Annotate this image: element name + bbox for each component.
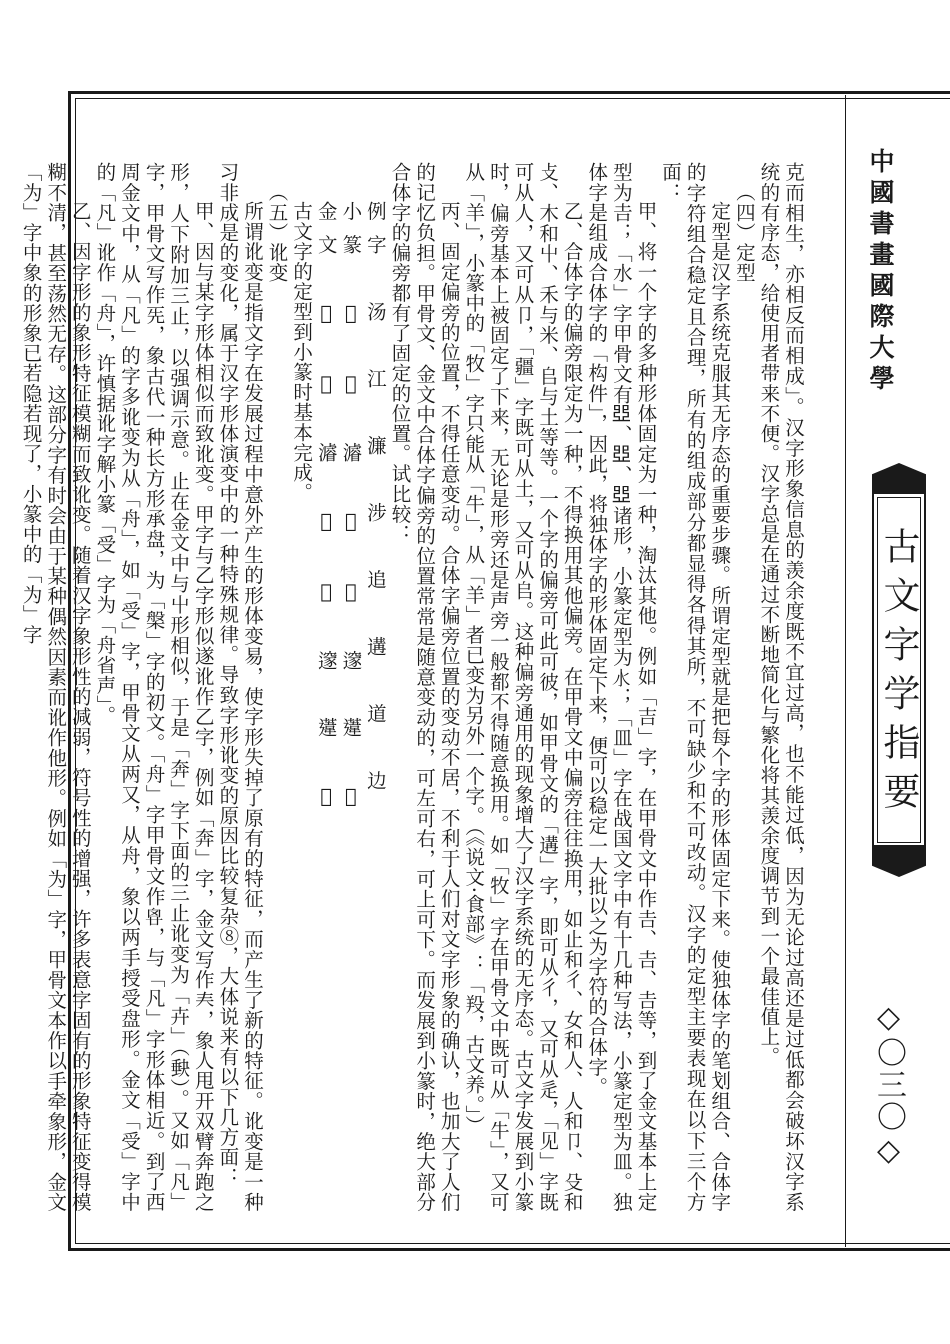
paragraph: 甲、因与某字形体相似而致讹变。甲字与乙字形似遂讹作乙字，例如「奔」字，金文写作𡗗，象人甩开双臂奔跑之形，人下附加三止，以强调示意。止在金文中与屮形相似，于是「奔」字下面的三止讹变为「卉」（𡙇）。又如「凡」字，甲骨文写作𠀡，象古代一种长方形承盘，为「槃」字的初文。「舟」字甲骨文作𠂺，与「凡」字形体相近。到了西周金文中，从「凡」的字多讹变为从「舟」，如「受」字，甲骨文从两又，从舟，象以两手授受盘形。金文「受」字中的「凡」讹作「舟」，许慎据讹字解小篆「受」字为「舟省声」。 [93, 162, 215, 1212]
paragraph: 所谓讹变是指文字在发展过程中意外产生的形体变易，使字形失掉了原有的特征，而产生了新的特征。讹变是一种习非成是的变化，属于汉字形体演变中的一种特殊规律。导致字形讹变的原因比较复杂⑧，大体说来有以下几方面： [216, 162, 264, 1212]
body-text [19, 162, 805, 1212]
paragraph: 乙、合体字的偏旁限定为一种，不得换用其他偏旁。在甲骨文中偏旁往往换用，如止和彳、女和人、人和卩、殳和攴、木和屮、禾与米、𠂤与土等等。一个字的偏旁可此可彼，如甲骨文的「遘」字，即可从彳，又可从辵，「见」字既可从人，又可从卩，「疆」字既可从土，又可从𠂤。这种偏旁通用的现象增大了汉字系统的无序态。古文字发展到小篆时，偏旁基本上被固定了下来，无论是形旁还是声旁一般都不得随意换用。如「牧」字在甲骨文中既可从「牛」，又可从「羊」，小篆中的「牧」字只能从「牛」，从「羊」者已变为另外一个字。（《说文·食部》：「羖，古文养。」） [462, 162, 584, 1212]
section-heading: （五）讹变 [265, 181, 289, 282]
paragraph: 丙、固定偏旁的位置，不得任意变动。合体字偏旁位置的变动不居，不利于人们对文字形象的确认，也加大了人们的记忆负担。甲骨文、金文中合体字偏旁的位置常常是随意变动的，可左可右，可上可下。而发展到小篆时，绝大部分合体字的偏旁都有了固定的位置。试比较： [388, 162, 461, 1212]
comparison-row: 小篆 𣲌 𣲓 𤀹 𣶒 𨓵 𨗉 𨗨 𨘢 [339, 201, 363, 822]
header-title: 中國書畫國際大學 [866, 148, 895, 396]
paragraph: 乙、因字形的象形特征模糊而致讹变。随着汉字象形性的减弱，符号性的增强，许多表意字固有的形象特征变得模糊不清，甚至荡然无存。这部分字有时会由于某种偶然因素而讹作他形。例如「为」字，甲骨文本作以手牵象形，金文「为」字中象的形象已若隐若现了，小篆中的「为」字 [19, 162, 92, 1212]
page-number: ◇〇三〇◇ [871, 1000, 906, 1170]
paragraph: 定型是汉字系统克服其无序态的重要步骤。所谓定型就是把每个字的形体固定下来。使独体字的笔划组合、合体字的字符组合稳定且合理，所有的组成部分都显得各得其所，不可缺少和不可改动。汉字的定型主要表现在以下三个方面： [659, 162, 732, 1212]
comparison-row: 金文 𣲌 𣲓 𤀹 𣶒 𨓵 𨗉 𨗨 𨘢 [314, 201, 338, 822]
paragraph: 甲、将一个字的多种形体固定为一种，淘汰其他。例如「吉」字，在甲骨文中作𠮷、𠮷、𠮷等，到了金文基本上定型为𠮷；「水」字甲骨文有𠁁、𠁁、𠁁诸形，小篆定型为𣱱；「皿」字在战国文字中有十几种写法，小篆定型为皿。独体字是组成合体字的「构件」，因此，将独体字的形体固定下来，便可以稳定一大批以之为字符的合体字。 [585, 162, 658, 1212]
section-heading: （四）定型 [732, 181, 756, 282]
sidebar-divider [845, 95, 846, 1247]
paragraph: 克而相生，亦相反而相成」。汉字形象信息的羡余度既不宜过高，也不能过低，因为无论过高还是过低都会破坏汉字系统的有序态，给使用者带来不便。汉字总是在通过不断地简化与繁化将其羡余度调节到一个最佳值上。 [757, 162, 805, 1212]
comparison-row: 例字 汤 江 濂 涉 追 遘 道 边 [363, 201, 387, 804]
paragraph: 古文字的定型到小篆时基本完成。 [290, 201, 314, 503]
book-title: 古文字学指要 [877, 527, 920, 821]
